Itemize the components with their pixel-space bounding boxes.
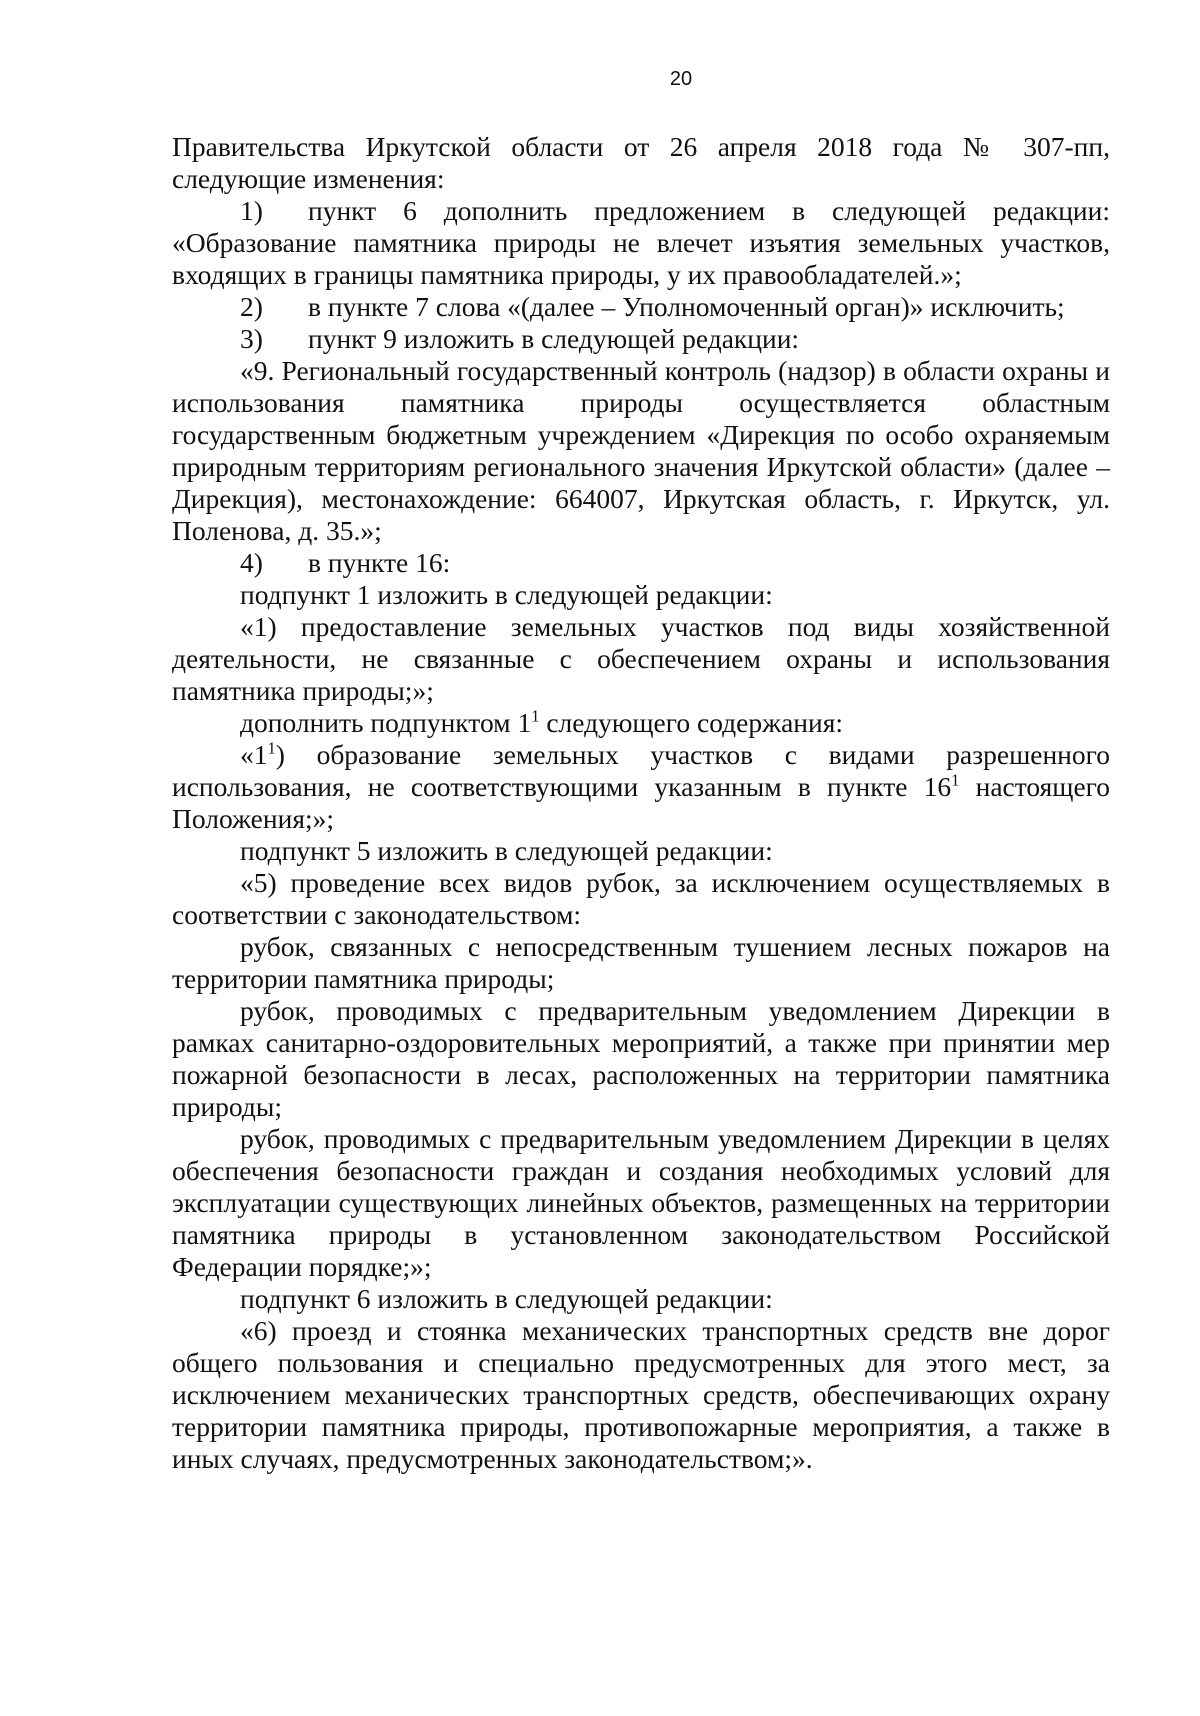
list-item: [172, 323, 1110, 355]
superscript: 1: [267, 738, 276, 758]
paragraph-text: в пункте 7 слова «(далее – Уполномоченный орган)» исключить;: [308, 291, 1065, 322]
paragraph-text: пункт 9 изложить в следующей редакции:: [308, 323, 800, 354]
paragraph-text: в пункте 16:: [308, 547, 451, 578]
item-number: 3): [240, 323, 263, 354]
paragraph: рубок, проводимых с предварительным уведомлением Дирекции в целях обеспечения безопасности граждан и создания необходимых условий для эксплуатации существующих линейных объектов, размещенных на территории памятника природы в установленном законодательством Российской Федерации порядке;»;: [172, 1123, 1110, 1282]
paragraph: «1) предоставление земельных участков под виды хозяйственной деятельности, не связанные с обеспечением охраны и использования памятника природы;»;: [172, 611, 1110, 706]
list-item: [172, 547, 1110, 579]
paragraph: [172, 739, 1110, 835]
item-number: 2): [240, 291, 263, 322]
paragraph-text: ) образование земельных участков с видами разрешенного использования, не соответствующими указанным в пункте 16: [172, 739, 1110, 802]
paragraph: «9. Региональный государственный контроль (надзор) в области охраны и использования памятника природы осуществляется областным государственным бюджетным учреждением «Дирекция по особо охраняемым природным территориям регионального значения Иркутской области» (далее – Дирекция), местонахождение: 664007, Иркутская область, г. Иркутск, ул. Поленова, д. 35.»;: [172, 355, 1110, 546]
paragraph-text: настоящего Положения;»;: [172, 771, 1110, 834]
superscript: 1: [951, 770, 960, 790]
paragraph: подпункт 5 изложить в следующей редакции:: [240, 835, 773, 866]
item-number: 4): [240, 547, 263, 578]
paragraph-text: дополнить подпунктом 1: [240, 707, 532, 738]
paragraph: Правительства Иркутской области от 26 апреля 2018 года № 307-пп, следующие изменения:: [172, 131, 1110, 194]
document-body: [172, 131, 1110, 1475]
paragraph: «5) проведение всех видов рубок, за исключением осуществляемых в соответствии с законодательством:: [172, 867, 1110, 930]
paragraph-text: пункт 6 дополнить предложением в следующей редакции: «Образование памятника природы не влечет изъятия земельных участков, входящих в границы памятника природы, у их правообладателей.»;: [172, 195, 1110, 290]
paragraph: [172, 707, 1110, 739]
list-item: [172, 195, 1110, 291]
paragraph: подпункт 1 изложить в следующей редакции:: [240, 579, 773, 610]
paragraph: рубок, проводимых с предварительным уведомлением Дирекции в рамках санитарно-оздоровительных мероприятий, а также при принятии мер пожарной безопасности в лесах, расположенных на территории памятника природы;: [172, 995, 1110, 1122]
page-number: 20: [669, 68, 693, 90]
paragraph-text: «1: [240, 739, 268, 770]
paragraph-text: следующего содержания:: [539, 707, 844, 738]
paragraph: рубок, связанных с непосредственным тушением лесных пожаров на территории памятника природы;: [172, 931, 1110, 994]
superscript: 1: [531, 706, 540, 726]
paragraph: подпункт 6 изложить в следующей редакции:: [240, 1283, 773, 1314]
list-item: [172, 291, 1110, 323]
paragraph: «6) проезд и стоянка механических транспортных средств вне дорог общего пользования и специально предусмотренных для этого мест, за исключением механических транспортных средств, обеспечивающих охрану территории памятника природы, противопожарные мероприятия, а также в иных случаях, предусмотренных законодательством;».: [172, 1315, 1110, 1474]
item-number: 1): [240, 195, 263, 226]
